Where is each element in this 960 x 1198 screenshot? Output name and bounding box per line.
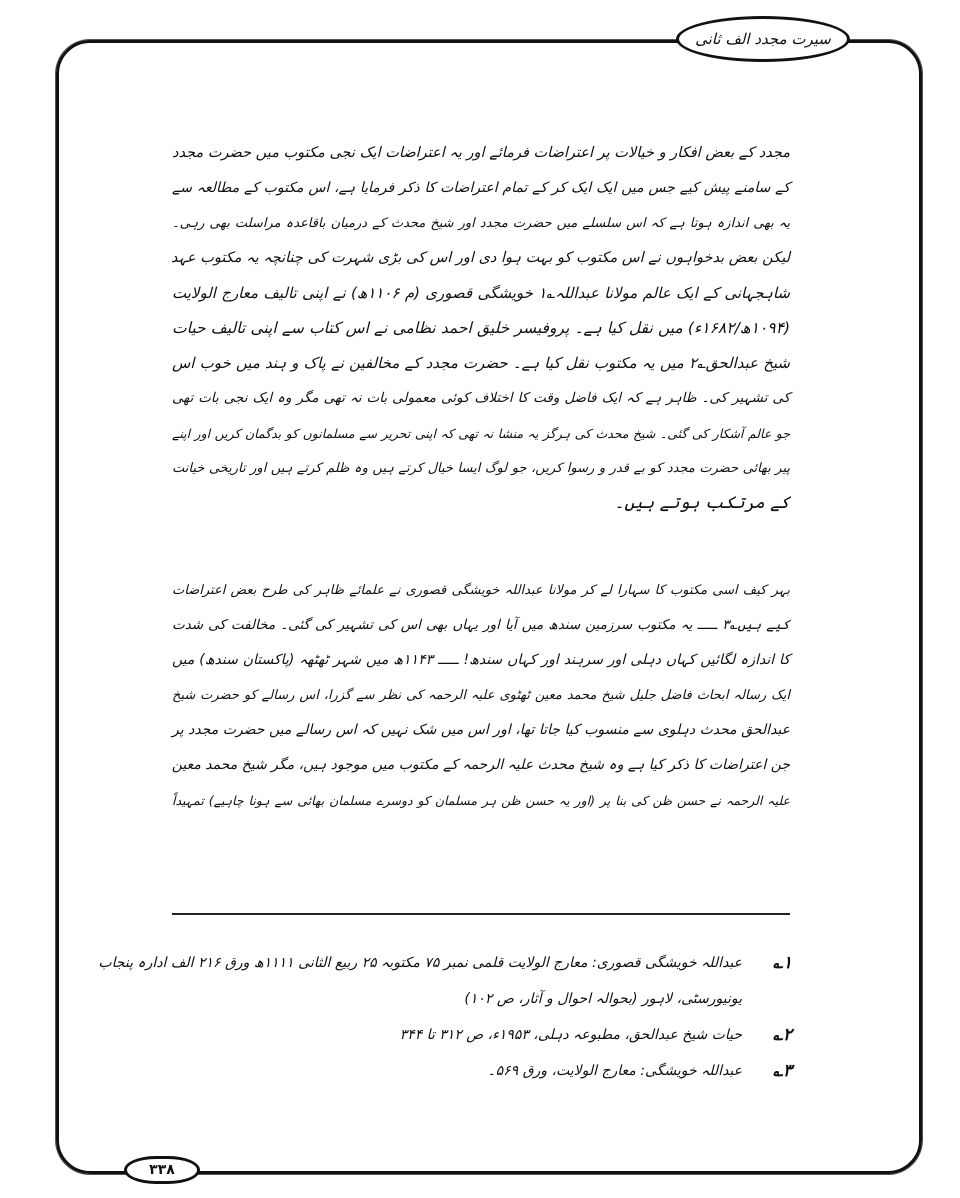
text-line: عبدالحق محدث دہلوی سے منسوب کیا جاتا تھا، اور اس میں شک نہیں کہ اس رسالے میں حضرت مجدد پر xyxy=(172,722,790,738)
text-line: شاہجہانی کے ایک عالم مولانا عبداللہ؎۱ خویشگی قصوری (م ۱۱۰۶ھ) نے اپنی تالیف معارج الولایت xyxy=(172,284,790,302)
footnote-text: یونیورسٹی، لاہور (بحوالہ احوال و آثار، ص ۱۰۲) xyxy=(464,991,742,1007)
running-header xyxy=(676,16,850,62)
footnote-mark: ۲؎ xyxy=(772,1025,792,1045)
book-title: سیرت مجدد الف ثانی xyxy=(695,30,831,48)
page-number xyxy=(124,1156,200,1184)
text-line: شیخ عبدالحق؎۲ میں یہ مکتوب نقل کیا ہے۔ حضرت مجدد کے مخالفین نے پاک و ہند میں خوب اس xyxy=(172,354,790,372)
paragraph-1 xyxy=(172,136,790,521)
page-number-text: ۳۳۸ xyxy=(149,1162,175,1178)
footnote-mark: ۱؎ xyxy=(772,953,792,973)
text-line: (۱۰۹۴ھ/۱۶۸۲ء) میں نقل کیا ہے۔ پروفیسر خلیق احمد نظامی نے اس کتاب سے اپنی تالیف حیات xyxy=(172,319,790,337)
footnote-1-continued xyxy=(172,981,792,1017)
text-line: یہ بھی اندازہ ہوتا ہے کہ اس سلسلے میں حضرت مجدد اور شیخ محدث کے درمیان باقاعدہ مراسلت بھی رہی۔ xyxy=(172,216,790,231)
text-line: کے مرتکب ہوتے ہیں۔ xyxy=(614,493,790,513)
text-line: علیہ الرحمہ نے حسن ظن کی بنا پر (اور یہ حسن ظن ہر مسلمان کو دوسرے مسلمان بھائی سے ہونا چاہیے) تمہیداً xyxy=(172,793,790,808)
text-line: لیکن بعض بدخواہوں نے اس مکتوب کو بہت ہوا دی اور اس کی بڑی شہرت کی چنانچہ یہ مکتوب عہد xyxy=(170,250,790,266)
footnote-text: عبداللہ خویشگی قصوری: معارج الولایت قلمی نمبر ۷۵ مکتوبہ ۲۵ ربیع الثانی ۱۱۱۱ھ ورق ۲۱۶ الف ادارہ پنجاب xyxy=(98,955,742,971)
paragraph-2 xyxy=(172,573,790,818)
footnote-mark: ۳؎ xyxy=(772,1061,792,1081)
text-line: پیر بھائی حضرت مجدد کو بے قدر و رسوا کریں، جو لوگ ایسا خیال کرتے ہیں وہ ظلم کرتے ہیں اور تاریخی خیانت xyxy=(172,461,790,476)
footnote-2 xyxy=(172,1017,792,1053)
text-line: جن اعتراضات کا ذکر کیا ہے وہ شیخ محدث علیہ الرحمہ کے مکتوب میں موجود ہیں، مگر شیخ محمد معین xyxy=(171,757,790,773)
footnote-text: عبداللہ خویشگی: معارج الولایت، ورق ۵۶۹۔ xyxy=(487,1063,742,1079)
footnote-text: حیات شیخ عبدالحق، مطبوعہ دہلی، ۱۹۵۳ء، ص ۳۱۲ تا ۳۴۴ xyxy=(399,1027,742,1043)
footnote-1 xyxy=(98,945,792,981)
text-line: مجدد کے بعض افکار و خیالات پر اعتراضات فرمائے اور یہ اعتراضات ایک نجی مکتوب میں حضرت مجدد xyxy=(172,145,790,161)
text-line: کا اندازہ لگائیں کہاں دہلی اور سرہند اور کہاں سندھ! ـــــ ۱۱۴۳ھ میں شہر ٹھٹھہ (پاکستان سندھ) میں xyxy=(172,652,790,668)
text-line: کیے ہیں؎۳ ـــــ یہ مکتوب سرزمین سندھ میں آیا اور یہاں بھی اس کی تشہیر کی گئی۔ مخالفت کی شدت xyxy=(172,617,790,633)
footnote-divider xyxy=(172,913,790,915)
footnote-3 xyxy=(172,1053,792,1089)
text-line: کے سامنے پیش کیے جس میں ایک ایک کر کے تمام اعتراضات کا ذکر فرمایا ہے، اس مکتوب کے مطالعہ سے xyxy=(172,180,790,196)
text-line: کی تشہیر کی۔ ظاہر ہے کہ ایک فاضل وقت کا اختلاف کوئی معمولی بات نہ تھی مگر وہ ایک نجی بات تھی xyxy=(172,390,790,406)
text-line: بہر کیف اسی مکتوب کا سہارا لے کر مولانا عبداللہ خویشگی قصوری نے علمائے ظاہر کی طرح بعض اعتراضات xyxy=(172,583,790,598)
footnotes xyxy=(98,945,792,1089)
text-line: ایک رسالہ ابحاث فاضل جلیل شیخ محمد معین ٹھٹوی علیہ الرحمہ کی نظر سے گزرا، اس رسالے کو حضرت شیخ xyxy=(172,688,790,703)
text-line: جو عالم آشکار کی گئی۔ شیخ محدث کی ہرگز یہ منشا نہ تھی کہ اپنی تحریر سے مسلمانوں کو بدگمان کریں اور اپنے xyxy=(172,426,790,441)
